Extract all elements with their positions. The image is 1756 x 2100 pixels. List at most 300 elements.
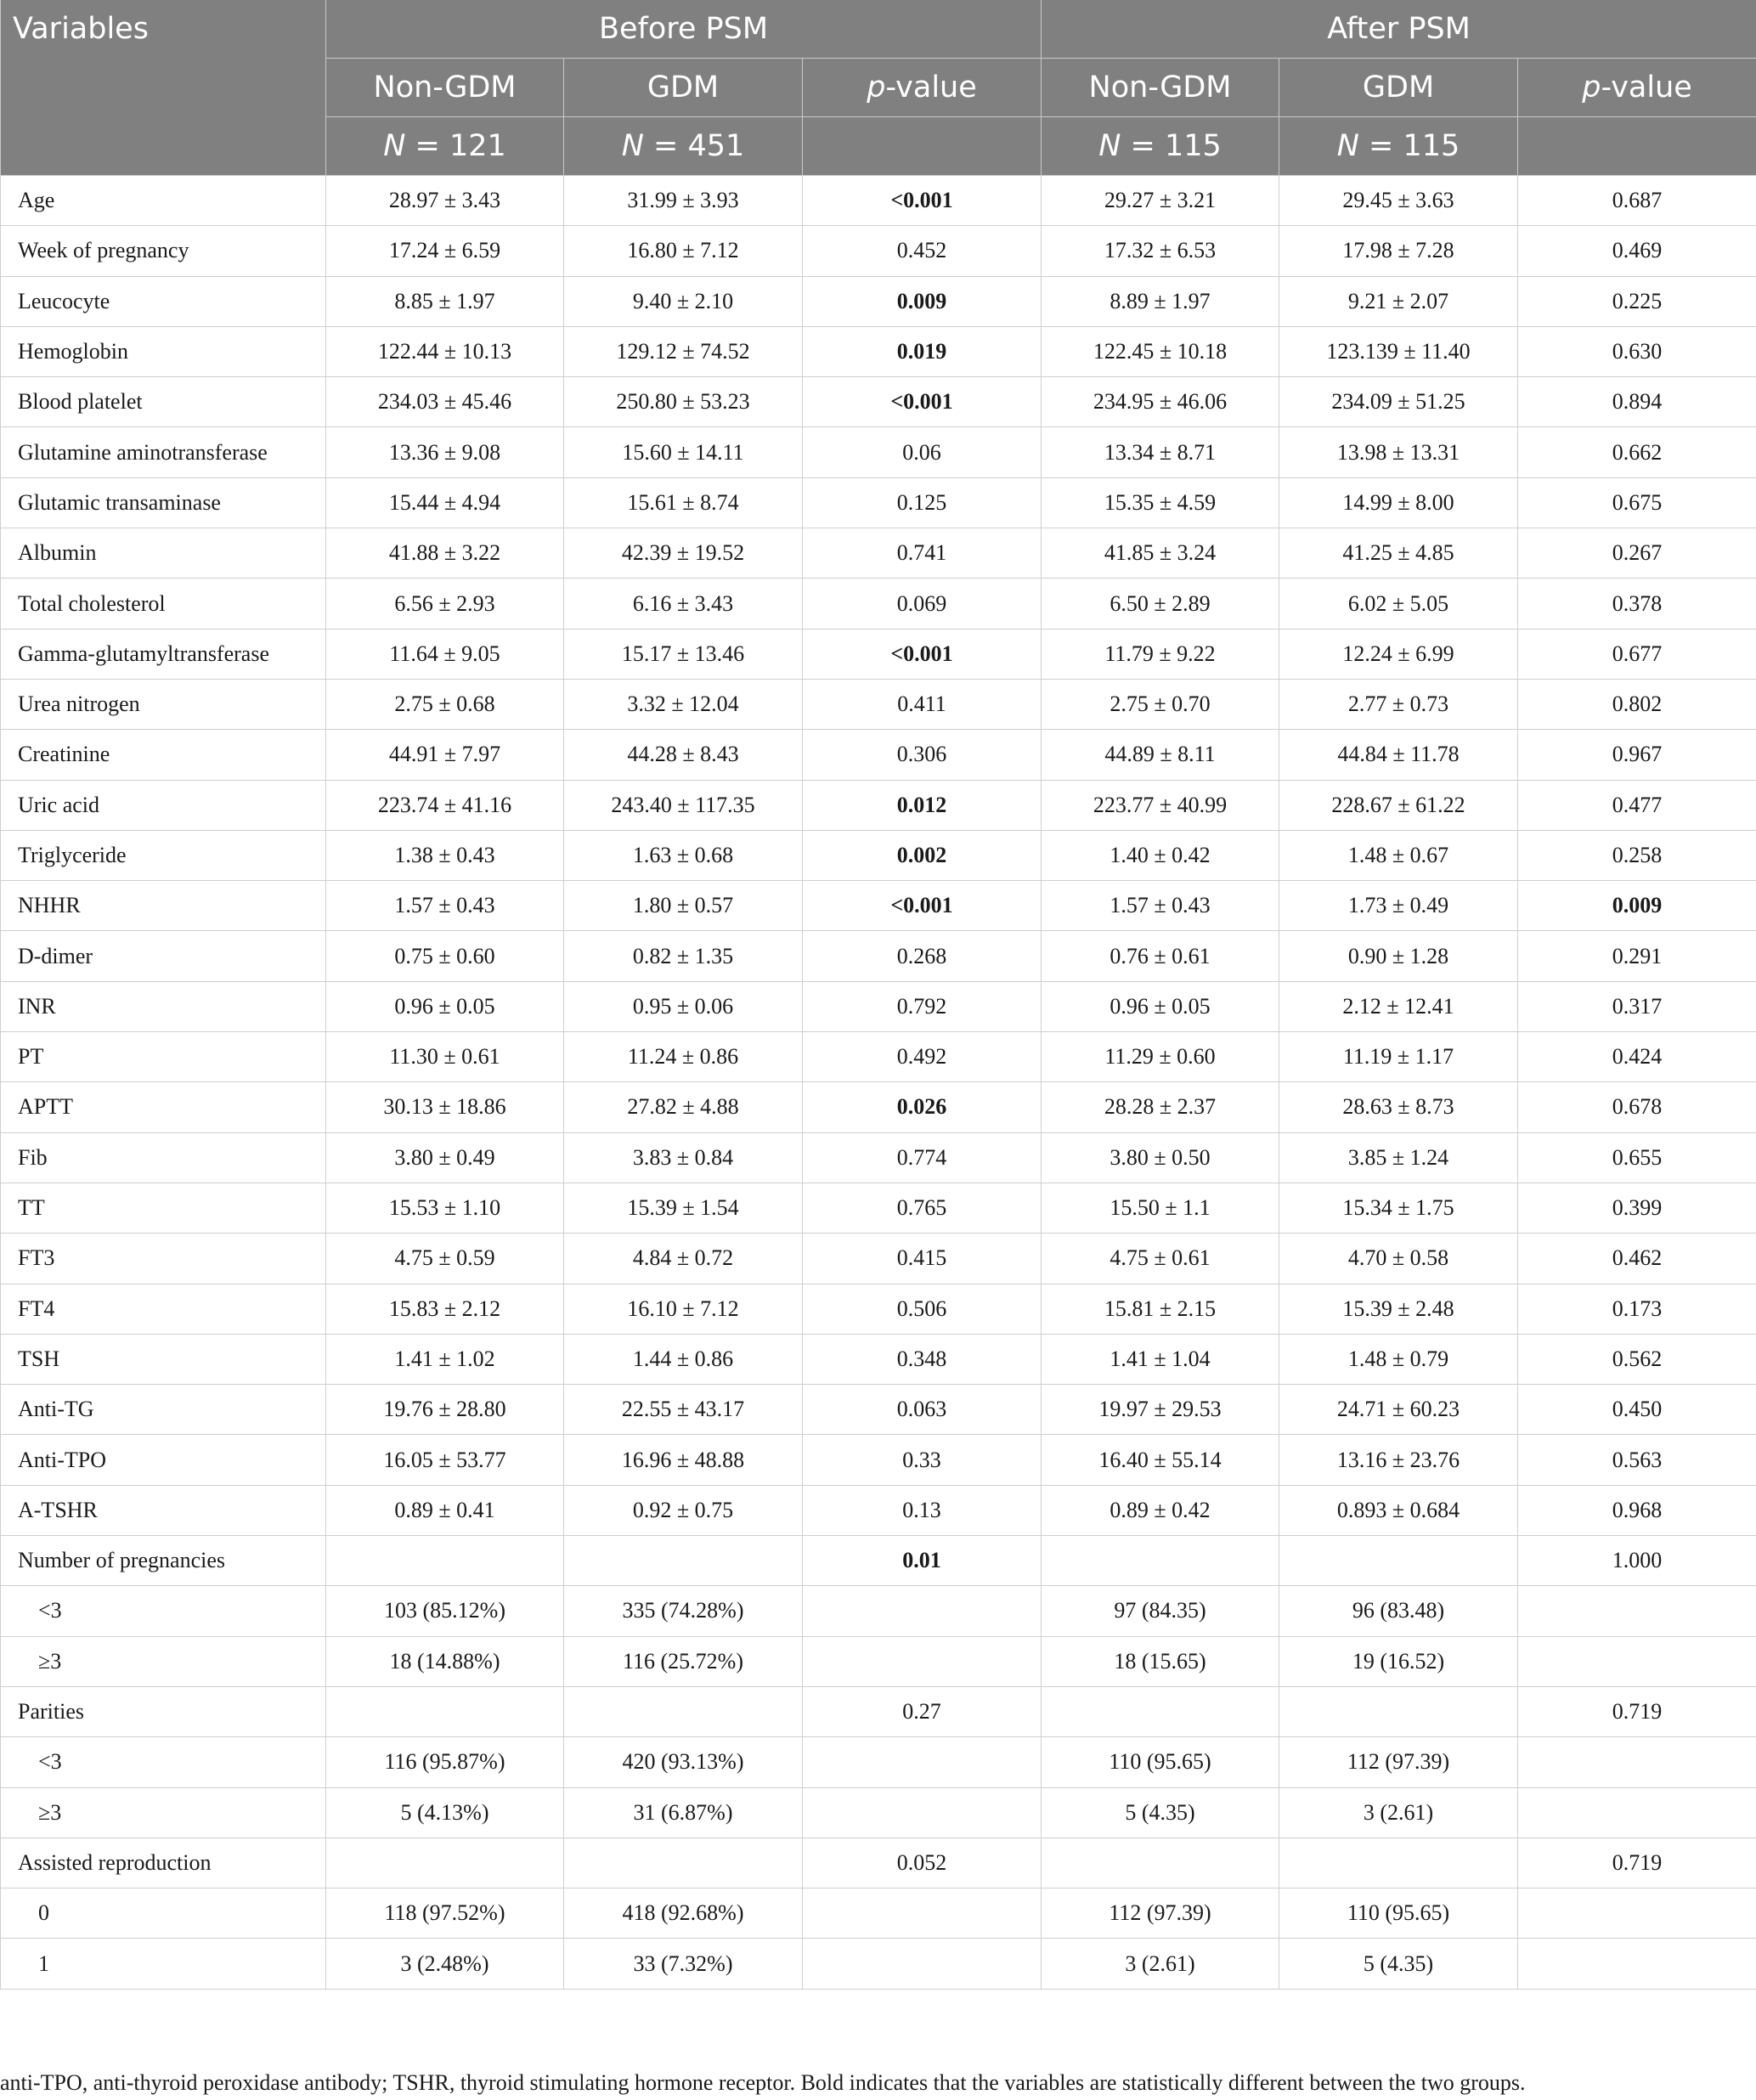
before-gdm-cell <box>564 1686 803 1736</box>
after-p-value-cell: 0.687 <box>1518 176 1756 226</box>
table-row <box>1 276 1756 326</box>
before-p-value-cell: 0.125 <box>803 477 1042 528</box>
after-p-value-cell: 0.662 <box>1518 427 1756 477</box>
after-non-gdm-cell: 15.35 ± 4.59 <box>1042 477 1279 528</box>
after-p-value-cell: 0.563 <box>1518 1435 1756 1485</box>
after-gdm-cell: 5 (4.35) <box>1279 1939 1518 1989</box>
row-label: Fib <box>1 1132 326 1183</box>
row-label: Triglyceride <box>1 830 326 880</box>
after-p-value-cell: 0.477 <box>1518 780 1756 830</box>
before-non-gdm-cell: 8.85 ± 1.97 <box>326 276 564 326</box>
after-non-gdm-cell: 234.95 ± 46.06 <box>1042 377 1279 427</box>
before-p-value-cell <box>803 1939 1042 1989</box>
after-non-gdm-cell: 19.97 ± 29.53 <box>1042 1385 1279 1435</box>
before-non-gdm-cell: 5 (4.13%) <box>326 1787 564 1838</box>
before-p-value-cell: 0.33 <box>803 1435 1042 1485</box>
table-row <box>1 1233 1756 1284</box>
before-non-gdm-cell: 19.76 ± 28.80 <box>326 1385 564 1435</box>
after-non-gdm-cell <box>1042 1838 1279 1888</box>
before-p-value-cell: 0.792 <box>803 981 1042 1031</box>
table-row <box>1 579 1756 629</box>
before-non-gdm-cell: 122.44 ± 10.13 <box>326 326 564 376</box>
after-gdm-cell: 2.77 ± 0.73 <box>1279 679 1518 729</box>
after-non-gdm-cell: 4.75 ± 0.61 <box>1042 1233 1279 1284</box>
p-rest: -value <box>885 71 977 104</box>
before-non-gdm-cell: 41.88 ± 3.22 <box>326 528 564 579</box>
before-non-gdm-cell: 0.89 ± 0.41 <box>326 1485 564 1535</box>
before-non-gdm-cell <box>326 1686 564 1736</box>
after-gdm-cell: 41.25 ± 4.85 <box>1279 528 1518 579</box>
before-non-gdm-cell: 15.53 ± 1.10 <box>326 1183 564 1233</box>
after-p-value-cell: 0.719 <box>1518 1838 1756 1888</box>
before-gdm-cell: 1.80 ± 0.57 <box>564 881 803 931</box>
before-non-gdm-cell: 0.75 ± 0.60 <box>326 931 564 981</box>
before-non-gdm-cell: 1.41 ± 1.02 <box>326 1334 564 1384</box>
after-gdm-cell: 234.09 ± 51.25 <box>1279 377 1518 427</box>
table-row <box>1 176 1756 226</box>
after-non-gdm-cell: 1.41 ± 1.04 <box>1042 1334 1279 1384</box>
after-gdm-cell: 112 (97.39) <box>1279 1737 1518 1787</box>
before-p-value-cell: <0.001 <box>803 629 1042 679</box>
before-p-value-cell <box>803 1737 1042 1787</box>
before-non-gdm-cell: 2.75 ± 0.68 <box>326 679 564 729</box>
after-non-gdm-cell <box>1042 1686 1279 1736</box>
row-label: <3 <box>1 1737 326 1787</box>
after-p-value-cell <box>1518 1939 1756 1989</box>
after-p-value-cell: 0.802 <box>1518 679 1756 729</box>
table-row <box>1 427 1756 477</box>
after-p-value-cell <box>1518 1586 1756 1636</box>
before-psm-header: Before PSM <box>326 0 1042 59</box>
table-row <box>1 1838 1756 1888</box>
before-gdm-cell: 42.39 ± 19.52 <box>564 528 803 579</box>
before-gdm-cell: 31 (6.87%) <box>564 1787 803 1838</box>
table-row <box>1 1737 1756 1787</box>
before-p-value-cell: 0.348 <box>803 1334 1042 1384</box>
before-gdm-cell <box>564 1838 803 1888</box>
after-gdm-cell: 3 (2.61) <box>1279 1787 1518 1838</box>
before-gdm-cell: 3.32 ± 12.04 <box>564 679 803 729</box>
after-gdm-cell: 4.70 ± 0.58 <box>1279 1233 1518 1284</box>
after-non-gdm-cell: 6.50 ± 2.89 <box>1042 579 1279 629</box>
before-gdm-cell: 418 (92.68%) <box>564 1888 803 1939</box>
before-non-gdm-cell: 118 (97.52%) <box>326 1888 564 1939</box>
after-non-gdm-cell: 2.75 ± 0.70 <box>1042 679 1279 729</box>
after-gdm-cell: 13.98 ± 13.31 <box>1279 427 1518 477</box>
before-non-gdm-cell <box>326 1838 564 1888</box>
table-row <box>1 1032 1756 1082</box>
row-label: Blood platelet <box>1 377 326 427</box>
after-non-gdm-cell: 3 (2.61) <box>1042 1939 1279 1989</box>
table-row <box>1 1334 1756 1384</box>
after-gdm-cell: 0.893 ± 0.684 <box>1279 1485 1518 1535</box>
before-non-gdm-cell <box>326 1536 564 1586</box>
p-italic: p <box>867 71 886 104</box>
after-non-gdm-cell: 122.45 ± 10.18 <box>1042 326 1279 376</box>
row-label: Anti-TG <box>1 1385 326 1435</box>
before-gdm-cell: 1.44 ± 0.86 <box>564 1334 803 1384</box>
after-gdm-cell: 123.139 ± 11.40 <box>1279 326 1518 376</box>
before-p-value-cell: <0.001 <box>803 881 1042 931</box>
before-non-gdm-cell: 11.64 ± 9.05 <box>326 629 564 679</box>
before-gdm-cell: 116 (25.72%) <box>564 1636 803 1686</box>
row-label: INR <box>1 981 326 1031</box>
after-gdm-cell: 1.48 ± 0.67 <box>1279 830 1518 880</box>
after-p-value-cell: 0.009 <box>1518 881 1756 931</box>
before-p-value-cell: 0.019 <box>803 326 1042 376</box>
table-row <box>1 1636 1756 1686</box>
before-gdm-cell: 0.82 ± 1.35 <box>564 931 803 981</box>
table-row <box>1 629 1756 679</box>
before-non-gdm-cell: 4.75 ± 0.59 <box>326 1233 564 1284</box>
before-non-gdm-cell: 103 (85.12%) <box>326 1586 564 1636</box>
table-row <box>1 1385 1756 1435</box>
after-gdm-cell: 28.63 ± 8.73 <box>1279 1082 1518 1132</box>
after-non-gdm-cell: 15.81 ± 2.15 <box>1042 1284 1279 1334</box>
before-gdm-cell: 0.95 ± 0.06 <box>564 981 803 1031</box>
before-gdm-cell: 11.24 ± 0.86 <box>564 1032 803 1082</box>
row-label: Parities <box>1 1686 326 1736</box>
after-gdm-cell: 15.34 ± 1.75 <box>1279 1183 1518 1233</box>
before-non-gdm-cell: 6.56 ± 2.93 <box>326 579 564 629</box>
after-p-value-cell: 0.399 <box>1518 1183 1756 1233</box>
before-non-gdm-n <box>326 117 564 176</box>
before-gdm-cell: 129.12 ± 74.52 <box>564 326 803 376</box>
row-label: Leucocyte <box>1 276 326 326</box>
after-gdm-cell: 29.45 ± 3.63 <box>1279 176 1518 226</box>
after-gdm-header: GDM <box>1279 59 1518 117</box>
row-label: <3 <box>1 1586 326 1636</box>
table-row <box>1 477 1756 528</box>
after-gdm-cell: 228.67 ± 61.22 <box>1279 780 1518 830</box>
row-label: Albumin <box>1 528 326 579</box>
after-gdm-cell: 44.84 ± 11.78 <box>1279 730 1518 780</box>
after-non-gdm-cell: 97 (84.35) <box>1042 1586 1279 1636</box>
before-gdm-cell: 16.10 ± 7.12 <box>564 1284 803 1334</box>
after-non-gdm-n <box>1042 117 1279 176</box>
table-row <box>1 1686 1756 1736</box>
after-p-value-cell: 0.173 <box>1518 1284 1756 1334</box>
table-header <box>1 0 1756 176</box>
before-gdm-cell: 250.80 ± 53.23 <box>564 377 803 427</box>
table-row <box>1 226 1756 276</box>
row-label: D-dimer <box>1 931 326 981</box>
before-non-gdm-cell: 1.57 ± 0.43 <box>326 881 564 931</box>
p-rest: -value <box>1601 71 1692 104</box>
before-p-value-cell <box>803 1636 1042 1686</box>
table-row <box>1 377 1756 427</box>
after-non-gdm-cell: 15.50 ± 1.1 <box>1042 1183 1279 1233</box>
after-gdm-cell: 96 (83.48) <box>1279 1586 1518 1636</box>
table-row <box>1 1888 1756 1939</box>
before-p-value-cell: 0.052 <box>803 1838 1042 1888</box>
n-value: = 451 <box>643 129 745 163</box>
after-gdm-cell: 110 (95.65) <box>1279 1888 1518 1939</box>
after-p-value-cell: 0.894 <box>1518 377 1756 427</box>
row-label: 1 <box>1 1939 326 1989</box>
row-label: Number of pregnancies <box>1 1536 326 1586</box>
table-row <box>1 981 1756 1031</box>
table-row <box>1 1284 1756 1334</box>
after-p-value-cell: 0.378 <box>1518 579 1756 629</box>
table-row <box>1 1536 1756 1586</box>
table-row <box>1 679 1756 729</box>
before-gdm-cell: 15.61 ± 8.74 <box>564 477 803 528</box>
before-p-value-cell: 0.13 <box>803 1485 1042 1535</box>
before-p-value-cell: 0.01 <box>803 1536 1042 1586</box>
after-non-gdm-cell: 112 (97.39) <box>1042 1888 1279 1939</box>
row-label: Anti-TPO <box>1 1435 326 1485</box>
before-non-gdm-cell: 15.83 ± 2.12 <box>326 1284 564 1334</box>
before-gdm-cell: 16.96 ± 48.88 <box>564 1435 803 1485</box>
before-gdm-cell: 335 (74.28%) <box>564 1586 803 1636</box>
row-label: Week of pregnancy <box>1 226 326 276</box>
after-p-empty <box>1518 117 1756 176</box>
row-label: Age <box>1 176 326 226</box>
n-value: = 115 <box>1121 129 1222 163</box>
row-label: ≥3 <box>1 1636 326 1686</box>
after-p-value-cell: 0.562 <box>1518 1334 1756 1384</box>
after-p-value-cell: 0.678 <box>1518 1082 1756 1132</box>
before-non-gdm-cell: 17.24 ± 6.59 <box>326 226 564 276</box>
after-p-value-cell <box>1518 1888 1756 1939</box>
before-non-gdm-cell: 15.44 ± 4.94 <box>326 477 564 528</box>
before-p-value-cell <box>803 1888 1042 1939</box>
row-label: Glutamine aminotransferase <box>1 427 326 477</box>
before-non-gdm-cell: 28.97 ± 3.43 <box>326 176 564 226</box>
after-non-gdm-cell: 28.28 ± 2.37 <box>1042 1082 1279 1132</box>
after-p-value-cell: 0.469 <box>1518 226 1756 276</box>
after-p-value-cell: 0.677 <box>1518 629 1756 679</box>
after-p-value-header <box>1518 59 1756 117</box>
row-label: Glutamic transaminase <box>1 477 326 528</box>
before-p-value-cell: <0.001 <box>803 377 1042 427</box>
before-p-value-cell: 0.06 <box>803 427 1042 477</box>
before-p-value-cell: 0.306 <box>803 730 1042 780</box>
row-label: Creatinine <box>1 730 326 780</box>
after-non-gdm-cell: 3.80 ± 0.50 <box>1042 1132 1279 1183</box>
before-non-gdm-cell: 18 (14.88%) <box>326 1636 564 1686</box>
before-p-value-cell: 0.002 <box>803 830 1042 880</box>
before-non-gdm-cell: 0.96 ± 0.05 <box>326 981 564 1031</box>
after-gdm-cell: 17.98 ± 7.28 <box>1279 226 1518 276</box>
before-gdm-cell: 4.84 ± 0.72 <box>564 1233 803 1284</box>
after-non-gdm-cell: 110 (95.65) <box>1042 1737 1279 1787</box>
row-label: TSH <box>1 1334 326 1384</box>
table-row <box>1 1939 1756 1989</box>
before-gdm-cell: 15.39 ± 1.54 <box>564 1183 803 1233</box>
before-gdm-cell: 243.40 ± 117.35 <box>564 780 803 830</box>
row-label: Uric acid <box>1 780 326 830</box>
after-gdm-cell: 19 (16.52) <box>1279 1636 1518 1686</box>
before-p-value-cell <box>803 1787 1042 1838</box>
n-italic: N <box>383 129 406 163</box>
before-gdm-cell: 3.83 ± 0.84 <box>564 1132 803 1183</box>
row-label: NHHR <box>1 881 326 931</box>
after-p-value-cell: 0.225 <box>1518 276 1756 326</box>
after-gdm-cell: 2.12 ± 12.41 <box>1279 981 1518 1031</box>
before-non-gdm-cell: 13.36 ± 9.08 <box>326 427 564 477</box>
row-label: Gamma-glutamyltransferase <box>1 629 326 679</box>
row-label: FT4 <box>1 1284 326 1334</box>
before-p-value-cell: 0.765 <box>803 1183 1042 1233</box>
table-row <box>1 730 1756 780</box>
before-p-value-cell <box>803 1586 1042 1636</box>
before-non-gdm-cell: 30.13 ± 18.86 <box>326 1082 564 1132</box>
after-non-gdm-cell: 16.40 ± 55.14 <box>1042 1435 1279 1485</box>
before-p-value-cell: <0.001 <box>803 176 1042 226</box>
after-gdm-cell: 24.71 ± 60.23 <box>1279 1385 1518 1435</box>
before-gdm-cell <box>564 1536 803 1586</box>
after-p-value-cell: 0.267 <box>1518 528 1756 579</box>
after-p-value-cell <box>1518 1636 1756 1686</box>
before-gdm-cell: 27.82 ± 4.88 <box>564 1082 803 1132</box>
row-label: Assisted reproduction <box>1 1838 326 1888</box>
after-non-gdm-cell: 223.77 ± 40.99 <box>1042 780 1279 830</box>
before-non-gdm-cell: 223.74 ± 41.16 <box>326 780 564 830</box>
n-italic: N <box>1098 129 1121 163</box>
after-non-gdm-cell: 8.89 ± 1.97 <box>1042 276 1279 326</box>
before-p-value-header <box>803 59 1042 117</box>
table-row <box>1 1586 1756 1636</box>
row-label: Urea nitrogen <box>1 679 326 729</box>
row-label: A-TSHR <box>1 1485 326 1535</box>
before-gdm-header: GDM <box>564 59 803 117</box>
after-gdm-cell: 0.90 ± 1.28 <box>1279 931 1518 981</box>
n-italic: N <box>1336 129 1359 163</box>
before-gdm-cell: 22.55 ± 43.17 <box>564 1385 803 1435</box>
before-non-gdm-header: Non-GDM <box>326 59 564 117</box>
p-italic: p <box>1582 71 1601 104</box>
before-p-value-cell: 0.452 <box>803 226 1042 276</box>
after-gdm-cell: 13.16 ± 23.76 <box>1279 1435 1518 1485</box>
after-gdm-n <box>1279 117 1518 176</box>
before-gdm-cell: 420 (93.13%) <box>564 1737 803 1787</box>
table-row <box>1 1485 1756 1535</box>
after-non-gdm-cell: 41.85 ± 3.24 <box>1042 528 1279 579</box>
after-p-value-cell <box>1518 1787 1756 1838</box>
row-label: Total cholesterol <box>1 579 326 629</box>
after-non-gdm-cell: 11.29 ± 0.60 <box>1042 1032 1279 1082</box>
before-non-gdm-cell: 3 (2.48%) <box>326 1939 564 1989</box>
row-label: 0 <box>1 1888 326 1939</box>
before-non-gdm-cell: 234.03 ± 45.46 <box>326 377 564 427</box>
before-gdm-cell: 15.17 ± 13.46 <box>564 629 803 679</box>
table-footnote: anti-TPO, anti-thyroid peroxidase antibody; TSHR, thyroid stimulating hormone receptor. Bold indicates that the variables are statistically different between the two groups. <box>0 2070 1526 2095</box>
before-p-value-cell: 0.27 <box>803 1686 1042 1736</box>
before-gdm-cell: 9.40 ± 2.10 <box>564 276 803 326</box>
before-p-empty <box>803 117 1042 176</box>
table-row <box>1 1132 1756 1183</box>
table-row <box>1 1183 1756 1233</box>
table-row <box>1 1435 1756 1485</box>
after-non-gdm-cell: 13.34 ± 8.71 <box>1042 427 1279 477</box>
n-italic: N <box>621 129 644 163</box>
after-gdm-cell: 9.21 ± 2.07 <box>1279 276 1518 326</box>
before-gdm-n <box>564 117 803 176</box>
before-p-value-cell: 0.506 <box>803 1284 1042 1334</box>
after-psm-header: After PSM <box>1042 0 1756 59</box>
before-gdm-cell: 16.80 ± 7.12 <box>564 226 803 276</box>
table-body <box>1 176 1756 1990</box>
after-gdm-cell: 12.24 ± 6.99 <box>1279 629 1518 679</box>
before-non-gdm-cell: 1.38 ± 0.43 <box>326 830 564 880</box>
after-gdm-cell: 3.85 ± 1.24 <box>1279 1132 1518 1183</box>
after-gdm-cell <box>1279 1838 1518 1888</box>
before-non-gdm-cell: 3.80 ± 0.49 <box>326 1132 564 1183</box>
after-non-gdm-cell: 0.96 ± 0.05 <box>1042 981 1279 1031</box>
before-p-value-cell: 0.741 <box>803 528 1042 579</box>
before-gdm-cell: 44.28 ± 8.43 <box>564 730 803 780</box>
table-row <box>1 1787 1756 1838</box>
after-p-value-cell: 0.719 <box>1518 1686 1756 1736</box>
after-non-gdm-cell <box>1042 1536 1279 1586</box>
before-p-value-cell: 0.012 <box>803 780 1042 830</box>
after-p-value-cell: 0.675 <box>1518 477 1756 528</box>
table-row <box>1 326 1756 376</box>
before-p-value-cell: 0.411 <box>803 679 1042 729</box>
after-non-gdm-cell: 29.27 ± 3.21 <box>1042 176 1279 226</box>
before-non-gdm-cell: 11.30 ± 0.61 <box>326 1032 564 1082</box>
row-label: FT3 <box>1 1233 326 1284</box>
after-non-gdm-cell: 44.89 ± 8.11 <box>1042 730 1279 780</box>
before-non-gdm-cell: 116 (95.87%) <box>326 1737 564 1787</box>
after-gdm-cell: 15.39 ± 2.48 <box>1279 1284 1518 1334</box>
after-p-value-cell: 1.000 <box>1518 1536 1756 1586</box>
before-p-value-cell: 0.026 <box>803 1082 1042 1132</box>
n-value: = 115 <box>1358 129 1460 163</box>
after-gdm-cell: 1.48 ± 0.79 <box>1279 1334 1518 1384</box>
after-p-value-cell: 0.462 <box>1518 1233 1756 1284</box>
after-gdm-cell <box>1279 1686 1518 1736</box>
before-p-value-cell: 0.415 <box>803 1233 1042 1284</box>
after-non-gdm-cell: 11.79 ± 9.22 <box>1042 629 1279 679</box>
row-label: APTT <box>1 1082 326 1132</box>
before-non-gdm-cell: 16.05 ± 53.77 <box>326 1435 564 1485</box>
after-p-value-cell: 0.258 <box>1518 830 1756 880</box>
row-label: TT <box>1 1183 326 1233</box>
row-label: PT <box>1 1032 326 1082</box>
after-p-value-cell: 0.968 <box>1518 1485 1756 1535</box>
before-non-gdm-cell: 44.91 ± 7.97 <box>326 730 564 780</box>
after-p-value-cell <box>1518 1737 1756 1787</box>
after-gdm-cell: 1.73 ± 0.49 <box>1279 881 1518 931</box>
before-p-value-cell: 0.069 <box>803 579 1042 629</box>
after-non-gdm-cell: 18 (15.65) <box>1042 1636 1279 1686</box>
before-p-value-cell: 0.492 <box>803 1032 1042 1082</box>
table-row <box>1 1082 1756 1132</box>
table-row <box>1 931 1756 981</box>
before-gdm-cell: 1.63 ± 0.68 <box>564 830 803 880</box>
before-gdm-cell: 0.92 ± 0.75 <box>564 1485 803 1535</box>
after-gdm-cell: 14.99 ± 8.00 <box>1279 477 1518 528</box>
before-p-value-cell: 0.774 <box>803 1132 1042 1183</box>
row-label: Hemoglobin <box>1 326 326 376</box>
after-p-value-cell: 0.291 <box>1518 931 1756 981</box>
variables-header: Variables <box>1 0 326 176</box>
table-row <box>1 830 1756 880</box>
after-non-gdm-cell: 0.76 ± 0.61 <box>1042 931 1279 981</box>
table-row <box>1 881 1756 931</box>
after-p-value-cell: 0.424 <box>1518 1032 1756 1082</box>
after-p-value-cell: 0.317 <box>1518 981 1756 1031</box>
table-row <box>1 780 1756 830</box>
before-gdm-cell: 15.60 ± 14.11 <box>564 427 803 477</box>
before-gdm-cell: 6.16 ± 3.43 <box>564 579 803 629</box>
after-p-value-cell: 0.655 <box>1518 1132 1756 1183</box>
before-p-value-cell: 0.268 <box>803 931 1042 981</box>
after-non-gdm-cell: 0.89 ± 0.42 <box>1042 1485 1279 1535</box>
